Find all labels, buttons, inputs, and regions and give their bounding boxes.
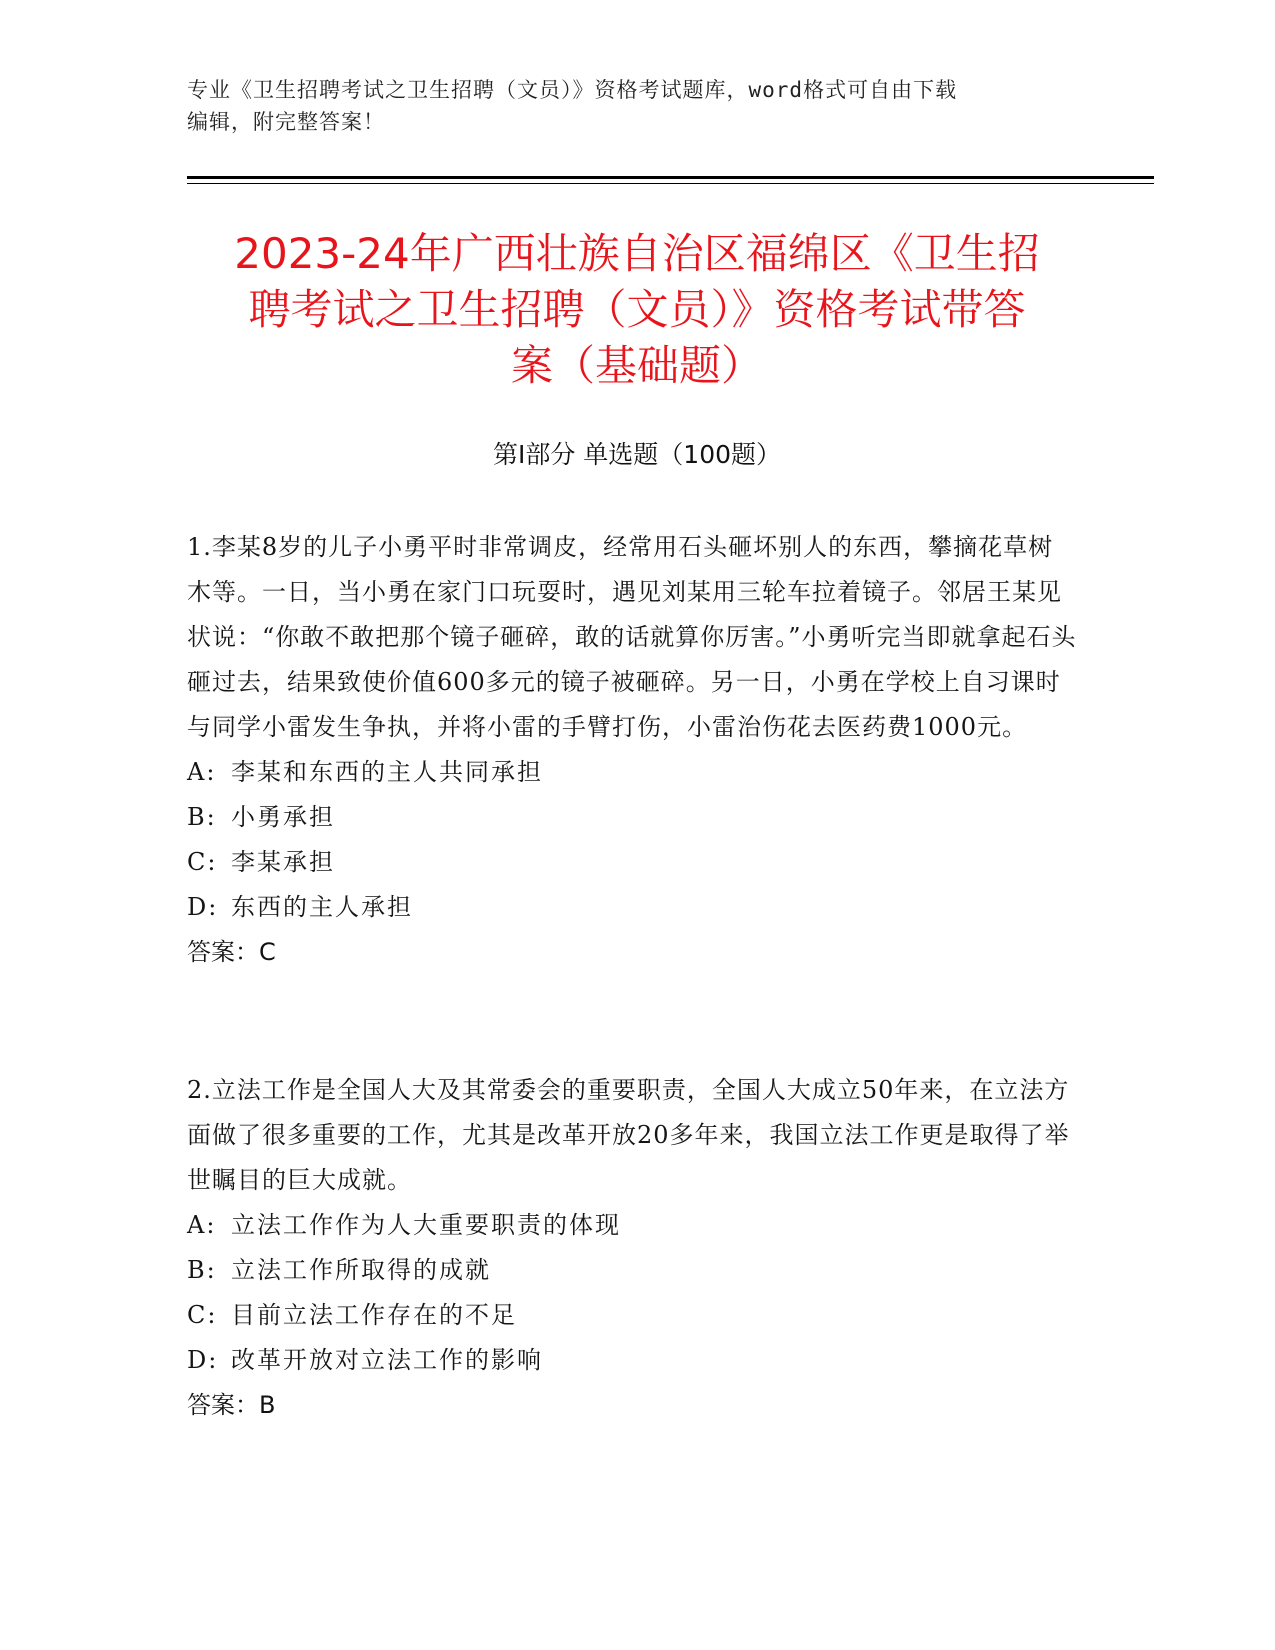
title-line2: 聘考试之卫生招聘（文员）》资格考试带答 bbox=[248, 285, 1026, 334]
header-divider-thick bbox=[187, 176, 1154, 179]
title-line1: 2023-24年广西壮族自治区福绵区《卫生招 bbox=[234, 229, 1040, 278]
header-note-line2: 编辑，附完整答案！ bbox=[187, 110, 385, 134]
option-text: 立法工作作为人大重要职责的体现 bbox=[231, 1211, 621, 1239]
question-stem: 2.立法工作是全国人大及其常委会的重要职责，全国人大成立50年来，在立法方面做了很多重要的工作，尤其是改革开放20多年来，我国立法工作更是取得了举世瞩目的巨大成就。 bbox=[187, 1076, 1070, 1194]
option-c bbox=[187, 840, 1077, 885]
option-text: 改革开放对立法工作的影响 bbox=[231, 1346, 543, 1374]
option-key: C: bbox=[187, 1301, 218, 1329]
option-key: B: bbox=[187, 803, 217, 831]
question-stem: 1.李某8岁的儿子小勇平时非常调皮，经常用石头砸坏别人的东西，攀摘花草树木等。一日，当小勇在家门口玩耍时，遇见刘某用三轮车拉着镜子。邻居王某见状说：“你敢不敢把那个镜子砸碎，敢的话就算你厉害。”小勇听完当即就拿起石头砸过去，结果致使价值600多元的镜子被砸碎。另一日，小勇在学校上自习课时与同学小雷发生争执，并将小雷的手臂打伤，小雷治伤花去医药费1000元。 bbox=[187, 533, 1077, 741]
option-b bbox=[187, 795, 1077, 840]
option-text: 李某承担 bbox=[231, 848, 335, 876]
header-note bbox=[187, 74, 1077, 138]
answer-line: 答案：B bbox=[187, 1391, 276, 1419]
option-key: D: bbox=[187, 1346, 219, 1374]
option-key: A: bbox=[187, 1211, 217, 1239]
section-title: 第Ⅰ部分 单选题（100题） bbox=[492, 440, 782, 469]
option-text: 立法工作所取得的成就 bbox=[231, 1256, 491, 1284]
option-c bbox=[187, 1293, 1077, 1338]
document-title bbox=[187, 226, 1087, 394]
option-key: D: bbox=[187, 893, 219, 921]
option-text: 东西的主人承担 bbox=[231, 893, 413, 921]
option-d bbox=[187, 885, 1077, 930]
header-divider-thin bbox=[187, 183, 1154, 184]
question-item bbox=[187, 1068, 1077, 1428]
option-b bbox=[187, 1248, 1077, 1293]
title-line3: 案（基础题） bbox=[510, 341, 763, 390]
option-key: A: bbox=[187, 758, 217, 786]
option-text: 李某和东西的主人共同承担 bbox=[231, 758, 543, 786]
option-text: 小勇承担 bbox=[231, 803, 335, 831]
option-key: B: bbox=[187, 1256, 217, 1284]
question-item bbox=[187, 525, 1077, 975]
option-a bbox=[187, 750, 1077, 795]
option-d bbox=[187, 1338, 1077, 1383]
answer-line: 答案：C bbox=[187, 938, 276, 966]
option-a bbox=[187, 1203, 1077, 1248]
option-text: 目前立法工作存在的不足 bbox=[231, 1301, 517, 1329]
header-note-line1: 专业《卫生招聘考试之卫生招聘（文员）》资格考试题库，word格式可自由下载 bbox=[187, 78, 958, 102]
option-key: C: bbox=[187, 848, 218, 876]
